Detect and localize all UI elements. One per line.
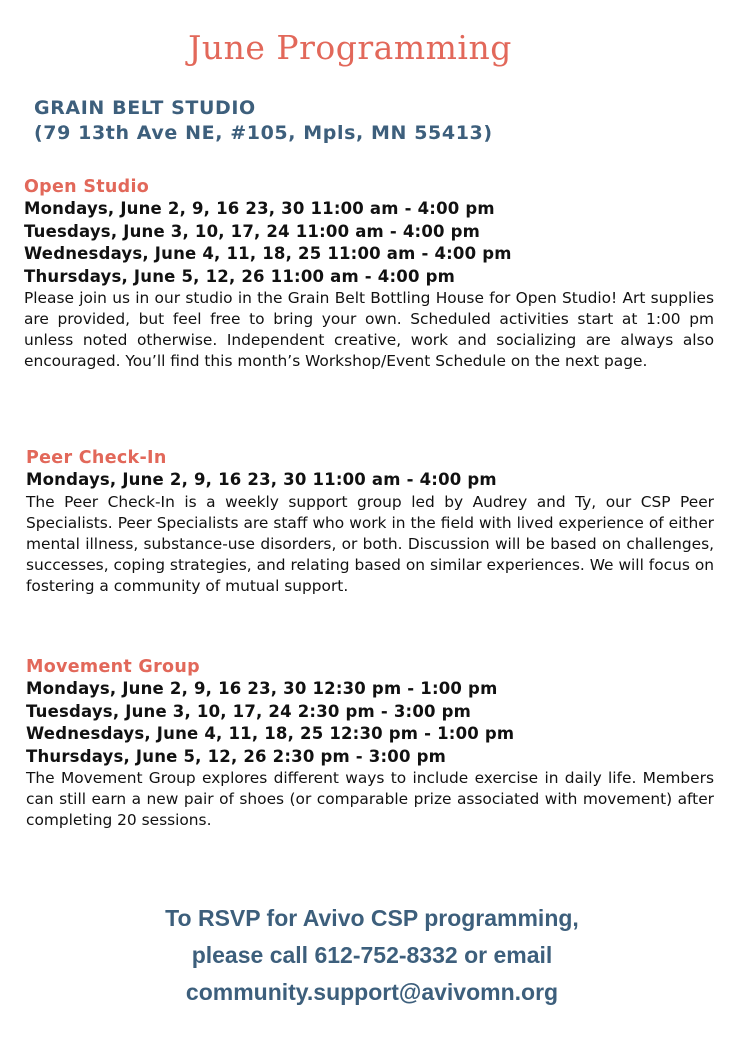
- section-description: The Peer Check-In is a weekly support group led by Audrey and Ty, our CSP Peer Specialists. Peer Specialists are staff who work in the field with lived experience of either mental illness, substance-use disorders, or both. Discussion will be based on challenges, successes, coping strategies, and relating based on similar experiences. We will focus on fostering a community of mutual support.: [26, 492, 714, 595]
- schedule-line: Tuesdays, June 3, 10, 17, 24 11:00 am - 4:00 pm: [24, 221, 481, 241]
- rsvp-line: To RSVP for Avivo CSP programming,: [165, 905, 579, 931]
- schedule-line: Mondays, June 2, 9, 16 23, 30 12:30 pm - 1:00 pm: [26, 679, 498, 698]
- rsvp-email: community.support@avivomn.org: [185, 979, 559, 1005]
- section-description: Please join us in our studio in the Grain Belt Bottling House for Open Studio! Art supplies are provided, but feel free to bring your own. Scheduled activities start at 1:00 pm unless noted otherwise. Independent creative, work and socializing are always also encouraged. You’ll find this month’s Workshop/Event Schedule on the next page.: [24, 289, 714, 370]
- section-title: Peer Check-In: [26, 448, 167, 468]
- venue-block: [34, 96, 493, 146]
- rsvp-block: [0, 900, 744, 1011]
- page-title: June Programming: [188, 28, 512, 67]
- schedule-line: Mondays, June 2, 9, 16 23, 30 11:00 am - 4:00 pm: [26, 470, 497, 489]
- section-description: The Movement Group explores different ways to include exercise in daily life. Members can still earn a new pair of shoes (or comparable prize associated with movement) after completing 20 sessions.: [26, 769, 714, 829]
- section-title: Movement Group: [26, 657, 200, 677]
- rsvp-line: please call 612-752-8332 or email: [191, 942, 553, 968]
- venue-name: GRAIN BELT STUDIO: [34, 97, 256, 119]
- schedule-line: Wednesdays, June 4, 11, 18, 25 12:30 pm - 1:00 pm: [26, 724, 515, 743]
- venue-address: (79 13th Ave NE, #105, Mpls, MN 55413): [34, 122, 493, 144]
- schedule-line: Mondays, June 2, 9, 16 23, 30 11:00 am - 4:00 pm: [24, 199, 495, 218]
- schedule-line: Tuesdays, June 3, 10, 17, 24 2:30 pm - 3:00 pm: [26, 701, 472, 721]
- section-title: Open Studio: [24, 177, 150, 197]
- schedule-line: Wednesdays, June 4, 11, 18, 25 11:00 am - 4:00 pm: [24, 244, 512, 263]
- section-movement-group: [26, 656, 714, 831]
- schedule-line: Thursdays, June 5, 12, 26 2:30 pm - 3:00 pm: [26, 746, 446, 766]
- section-open-studio: [24, 176, 714, 372]
- schedule-line: Thursdays, June 5, 12, 26 11:00 am - 4:00 pm: [24, 266, 455, 286]
- section-peer-check-in: [26, 447, 714, 597]
